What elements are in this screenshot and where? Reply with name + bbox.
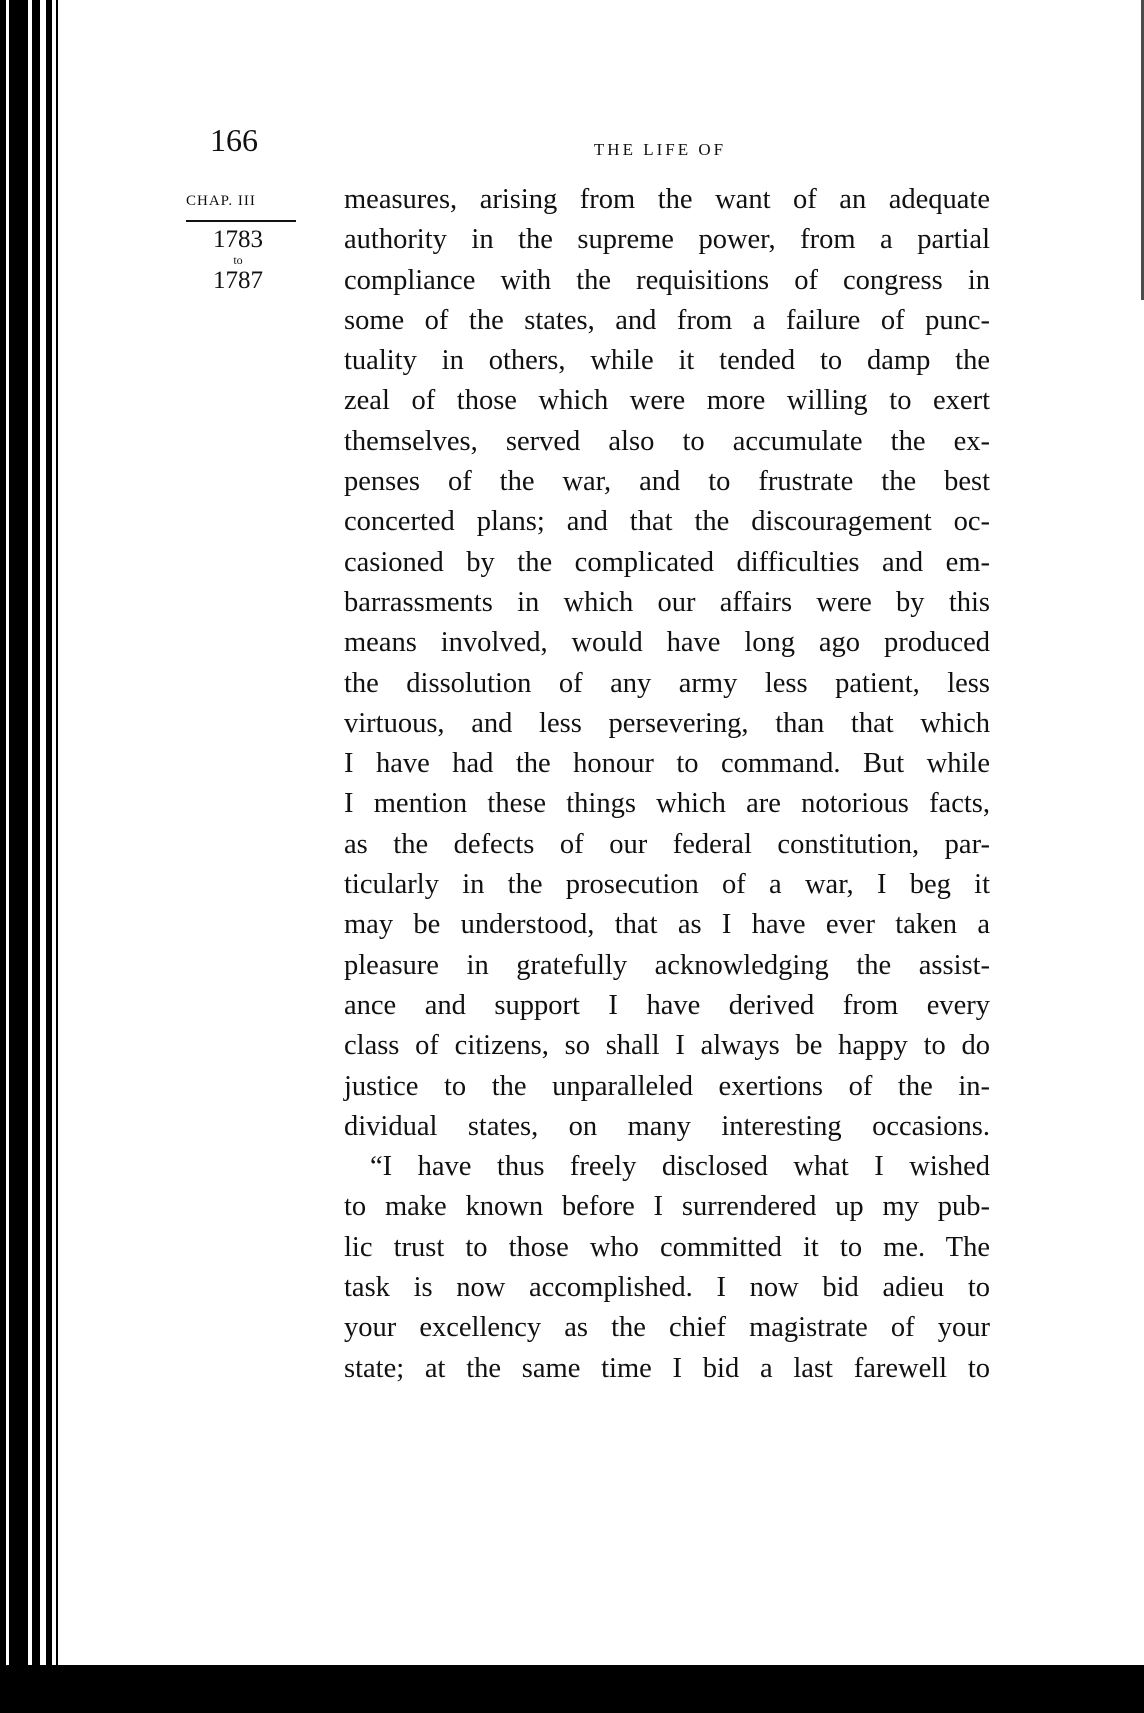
text-line: means involved, would have long ago produced — [344, 627, 990, 659]
text-line: as the defects of our federal constitution, par- — [344, 828, 990, 860]
text-line: task is now accomplished. I now bid adieu to — [344, 1272, 990, 1304]
text-line: some of the states, and from a failure of punc- — [344, 304, 990, 336]
paragraph — [344, 180, 990, 1147]
text-line: ance and support I have derived from every — [344, 989, 990, 1021]
text-line: tuality in others, while it tended to damp the — [344, 345, 990, 377]
page-number: 166 — [210, 122, 258, 158]
running-head: THE LIFE OF — [593, 140, 727, 159]
text-line: justice to the unparalleled exertions of the in- — [344, 1070, 990, 1102]
text-line: compliance with the requisitions of congress in — [344, 264, 990, 296]
text-line: ticularly in the prosecution of a war, I beg it — [344, 869, 990, 901]
text-line: class of citizens, so shall I always be happy to do — [344, 1030, 990, 1062]
paragraph — [344, 1147, 990, 1389]
text-line: concerted plans; and that the discouragement oc- — [344, 506, 990, 538]
text-line: themselves, served also to accumulate the ex- — [344, 425, 990, 457]
text-line: I mention these things which are notorious facts, — [344, 788, 990, 820]
text-line: measures, arising from the want of an adequate — [344, 184, 990, 215]
margin-years — [206, 226, 270, 294]
year-start: 1783 — [213, 226, 263, 253]
text-line: I have had the honour to command. But while — [344, 748, 990, 780]
text-line: penses of the war, and to frustrate the best — [344, 466, 990, 498]
text-line: zeal of those which were more willing to exert — [344, 385, 990, 417]
text-line: barrassments in which our affairs were by this — [344, 586, 990, 618]
body-text — [344, 180, 990, 1389]
year-end: 1787 — [213, 267, 263, 294]
text-line: the dissolution of any army less patient, less — [344, 667, 990, 699]
text-line: “I have thus freely disclosed what I wished — [370, 1151, 990, 1183]
margin-rule — [186, 220, 296, 222]
chapter-marker: CHAP. III — [186, 193, 256, 209]
text-line: state; at the same time I bid a last farewell to — [344, 1352, 990, 1384]
text-line: dividual states, on many interesting occasions. — [344, 1110, 990, 1142]
text-line: your excellency as the chief magistrate of your — [344, 1312, 990, 1344]
scan-bottom-border — [0, 1665, 1144, 1713]
text-line: virtuous, and less persevering, than that which — [344, 707, 990, 739]
year-separator: to — [233, 253, 243, 267]
text-line: may be understood, that as I have ever taken a — [344, 909, 990, 941]
text-line: to make known before I surrendered up my pub- — [344, 1191, 990, 1223]
text-line: authority in the supreme power, from a partial — [344, 224, 990, 256]
text-line: pleasure in gratefully acknowledging the assist- — [344, 949, 990, 981]
book-binding-edge — [0, 0, 62, 1713]
text-line: lic trust to those who committed it to me. The — [344, 1231, 990, 1263]
text-line: casioned by the complicated difficulties and em- — [344, 546, 990, 578]
